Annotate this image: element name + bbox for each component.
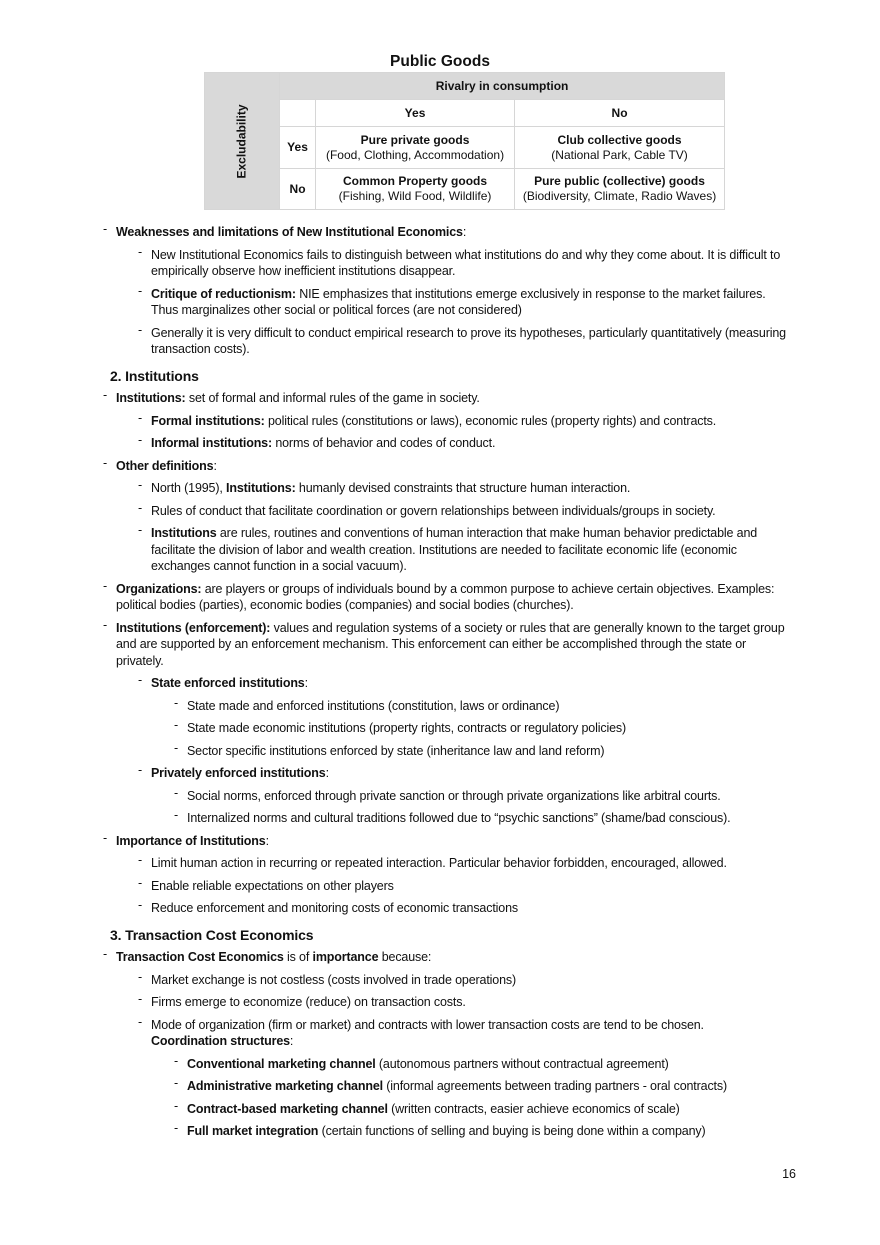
cell-examples: (Biodiversity, Climate, Radio Waves) bbox=[522, 189, 717, 203]
list-item bbox=[103, 830, 795, 850]
empty-cell bbox=[280, 100, 316, 127]
section-heading: 3. Transaction Cost Economics bbox=[110, 926, 314, 943]
bold-text: importance bbox=[312, 950, 379, 964]
list-item bbox=[174, 785, 795, 805]
bullet-dash-icon: - bbox=[103, 222, 108, 236]
bullet-dash-icon: - bbox=[174, 1076, 179, 1090]
bullet-dash-icon: - bbox=[138, 244, 143, 259]
bullet-dash-icon: - bbox=[138, 1014, 143, 1029]
body-text: : bbox=[265, 833, 269, 848]
bullet-dash-icon: - bbox=[174, 695, 179, 710]
list-item bbox=[138, 898, 795, 917]
body-text: political rules (constitutions or laws), economic rules (property rights) and contracts. bbox=[264, 413, 717, 428]
bold-text: Full market integration bbox=[187, 1124, 319, 1138]
rivalry-header: Rivalry in consumption bbox=[280, 73, 725, 100]
body-text: are players or groups of individuals bound by a common purpose to achieve certain objectives. Examples: political bodies (parties), economic bodies (companies) and social bodies (churches). bbox=[116, 581, 775, 612]
bold-text: Other definitions bbox=[116, 458, 214, 473]
col-header-yes: Yes bbox=[316, 100, 515, 127]
list-item bbox=[138, 322, 795, 358]
bold-text: Conventional marketing channel bbox=[187, 1056, 376, 1071]
body-text: Firms emerge to economize (reduce) on transaction costs. bbox=[151, 995, 466, 1009]
body-text: Enable reliable expectations on other players bbox=[151, 878, 394, 893]
col-header-no: No bbox=[515, 100, 725, 127]
body-text: (informal agreements between trading partners - oral contracts) bbox=[382, 1079, 727, 1093]
bullet-dash-icon: - bbox=[103, 578, 108, 593]
body-text: (autonomous partners without contractual agreement) bbox=[375, 1056, 669, 1071]
bold-text: Informal institutions: bbox=[151, 436, 272, 450]
list-item bbox=[174, 1076, 795, 1095]
body-text: : bbox=[325, 766, 329, 780]
list-item bbox=[138, 523, 795, 575]
list-item bbox=[138, 969, 795, 989]
bold-text: Critique of reductionism: bbox=[151, 286, 296, 301]
bullet-dash-icon: - bbox=[138, 969, 143, 984]
bullet-dash-icon: - bbox=[138, 763, 143, 777]
bold-text: Administrative marketing channel bbox=[187, 1079, 383, 1093]
table-cell bbox=[316, 127, 515, 169]
bullet-dash-icon: - bbox=[138, 410, 143, 425]
cell-title: Club collective goods bbox=[557, 132, 682, 147]
body-text: (certain functions of selling and buying is being done within a company) bbox=[318, 1124, 706, 1138]
list-item bbox=[138, 853, 795, 872]
bullet-dash-icon: - bbox=[174, 740, 179, 755]
body-text: Mode of organization (firm or market) and contracts with lower transaction costs are tend to be chosen. bbox=[151, 1017, 704, 1032]
bullet-dash-icon: - bbox=[174, 718, 179, 732]
bold-text: Importance of Institutions bbox=[116, 833, 266, 848]
cell-title: Common Property goods bbox=[343, 174, 488, 188]
bold-text: State enforced institutions bbox=[151, 676, 305, 690]
body-text: (written contracts, easier achieve economics of scale) bbox=[387, 1101, 680, 1116]
public-goods-table bbox=[204, 72, 725, 210]
list-item bbox=[138, 763, 795, 782]
list-item bbox=[138, 992, 795, 1011]
bullet-dash-icon: - bbox=[138, 673, 143, 687]
body-text: State made and enforced institutions (constitution, laws or ordinance) bbox=[187, 698, 560, 713]
table-cell bbox=[515, 169, 725, 210]
bullet-dash-icon: - bbox=[138, 322, 143, 337]
bullet-dash-icon: - bbox=[174, 808, 179, 822]
list-item bbox=[103, 578, 795, 614]
bullet-dash-icon: - bbox=[174, 1098, 179, 1113]
bullet-dash-icon: - bbox=[138, 992, 143, 1006]
list-item bbox=[138, 433, 795, 452]
list-item bbox=[174, 808, 795, 827]
body-text: Sector specific institutions enforced by state (inheritance law and land reform) bbox=[187, 743, 605, 758]
body-text: : bbox=[462, 225, 467, 239]
cell-examples: (Fishing, Wild Food, Wildlife) bbox=[338, 189, 492, 203]
bullet-dash-icon: - bbox=[138, 283, 143, 298]
list-item bbox=[174, 718, 795, 737]
bold-text: Organizations: bbox=[116, 581, 202, 596]
body-text: Reduce enforcement and monitoring costs of economic transactions bbox=[151, 901, 518, 915]
body-text: : bbox=[213, 458, 217, 473]
list-item bbox=[174, 1121, 795, 1140]
cell-examples: (Food, Clothing, Accommodation) bbox=[325, 147, 505, 162]
cell-title: Pure private goods bbox=[360, 132, 470, 147]
bullet-dash-icon: - bbox=[103, 617, 108, 632]
bold-text: Contract-based marketing channel bbox=[187, 1101, 388, 1116]
bullet-dash-icon: - bbox=[103, 830, 108, 845]
bullet-dash-icon: - bbox=[138, 433, 143, 447]
list-item bbox=[103, 947, 795, 966]
bold-text: Institutions: bbox=[226, 481, 296, 495]
bullet-dash-icon: - bbox=[138, 853, 143, 867]
body-text: : bbox=[289, 1034, 294, 1048]
bold-text: Weaknesses and limitations of New Institutional Economics bbox=[116, 225, 463, 239]
bullet-dash-icon: - bbox=[138, 500, 143, 515]
bullet-dash-icon: - bbox=[174, 785, 179, 800]
list-item bbox=[174, 695, 795, 715]
bullet-dash-icon: - bbox=[138, 523, 143, 537]
bold-text: Institutions bbox=[151, 526, 217, 540]
bullet-dash-icon: - bbox=[138, 875, 143, 890]
list-item bbox=[138, 478, 795, 497]
table-cell bbox=[515, 127, 725, 169]
body-text: Social norms, enforced through private sanction or through private organizations like arbitral courts. bbox=[187, 788, 721, 803]
row-header-yes: Yes bbox=[280, 127, 316, 169]
row-header-no: No bbox=[280, 169, 316, 210]
body-text: : bbox=[304, 676, 308, 690]
excludability-label: Excludability bbox=[234, 103, 249, 179]
section-heading: 2. Institutions bbox=[110, 367, 199, 384]
bullet-dash-icon: - bbox=[103, 455, 108, 470]
body-text: values and regulation systems of a society or rules that are generally known to the target group and are supported by an enforcement mechanism. This enforcement can either be accomplished through the state or privately. bbox=[116, 620, 785, 668]
excludability-header bbox=[205, 73, 280, 210]
page-number: 16 bbox=[782, 1167, 796, 1181]
body-text: Limit human action in recurring or repeated interaction. Particular behavior forbidden, encouraged, allowed. bbox=[151, 856, 727, 870]
cell-title: Pure public (collective) goods bbox=[534, 174, 705, 188]
table-cell bbox=[316, 169, 515, 210]
body-text: NIE emphasizes that institutions emerge exclusively in response to the market failures. Thus marginalizes other social or political forces (are not considered) bbox=[151, 286, 766, 317]
list-item bbox=[174, 1053, 795, 1073]
list-item bbox=[138, 500, 795, 520]
list-item bbox=[138, 875, 795, 895]
body-text: set of formal and informal rules of the game in society. bbox=[185, 391, 480, 405]
body-text: humanly devised constraints that structure human interaction. bbox=[295, 481, 631, 495]
list-item bbox=[103, 388, 795, 407]
body-text: Market exchange is not costless (costs involved in trade operations) bbox=[151, 972, 516, 987]
document-body bbox=[0, 224, 880, 1146]
body-text: are rules, routines and conventions of human interaction that make human behavior predictable and facilitate the division of labor and wealth creation. Institutions are needed to facilitate economic life (economic exchanges cannot function in a social vacuum). bbox=[151, 526, 758, 573]
list-item bbox=[103, 455, 795, 475]
body-text: because: bbox=[378, 950, 432, 964]
list-item bbox=[174, 740, 795, 760]
list-item bbox=[138, 673, 795, 692]
list-item bbox=[103, 222, 795, 241]
list-item bbox=[138, 244, 795, 280]
bold-text: Coordination structures bbox=[151, 1034, 290, 1048]
body-text: Rules of conduct that facilitate coordination or govern relationships between individuals/groups in society. bbox=[151, 503, 716, 518]
body-text: North (1995), bbox=[151, 481, 227, 495]
list-item bbox=[138, 410, 795, 430]
bold-text: Institutions: bbox=[116, 391, 186, 405]
bullet-dash-icon: - bbox=[174, 1053, 179, 1068]
body-text: norms of behavior and codes of conduct. bbox=[272, 436, 496, 450]
bullet-dash-icon: - bbox=[174, 1121, 179, 1135]
list-item bbox=[174, 1098, 795, 1118]
bullet-dash-icon: - bbox=[138, 478, 143, 492]
bold-text: Institutions (enforcement): bbox=[116, 620, 271, 635]
body-text: Internalized norms and cultural traditions followed due to “psychic sanctions” (shame/bad conscious). bbox=[187, 811, 731, 825]
bullet-dash-icon: - bbox=[138, 898, 143, 912]
list-item bbox=[138, 1014, 795, 1050]
table-title: Public Goods bbox=[390, 53, 490, 70]
bullet-dash-icon: - bbox=[103, 947, 108, 961]
list-item bbox=[103, 617, 795, 670]
bold-text: Formal institutions: bbox=[151, 413, 265, 428]
cell-examples: (National Park, Cable TV) bbox=[551, 147, 688, 162]
bold-text: Privately enforced institutions bbox=[151, 766, 326, 780]
body-text: Generally it is very difficult to conduct empirical research to prove its hypotheses, particularly quantitatively (measuring transaction costs). bbox=[151, 325, 786, 356]
body-text: is of bbox=[283, 950, 313, 964]
bold-text: Transaction Cost Economics bbox=[116, 950, 284, 964]
bullet-dash-icon: - bbox=[103, 388, 108, 402]
body-text: State made economic institutions (property rights, contracts or regulatory policies) bbox=[187, 721, 626, 735]
body-text: New Institutional Economics fails to distinguish between what institutions do and why they come about. It is difficult to empirically observe how inefficient institutions disappear. bbox=[151, 247, 781, 278]
list-item bbox=[138, 283, 795, 319]
